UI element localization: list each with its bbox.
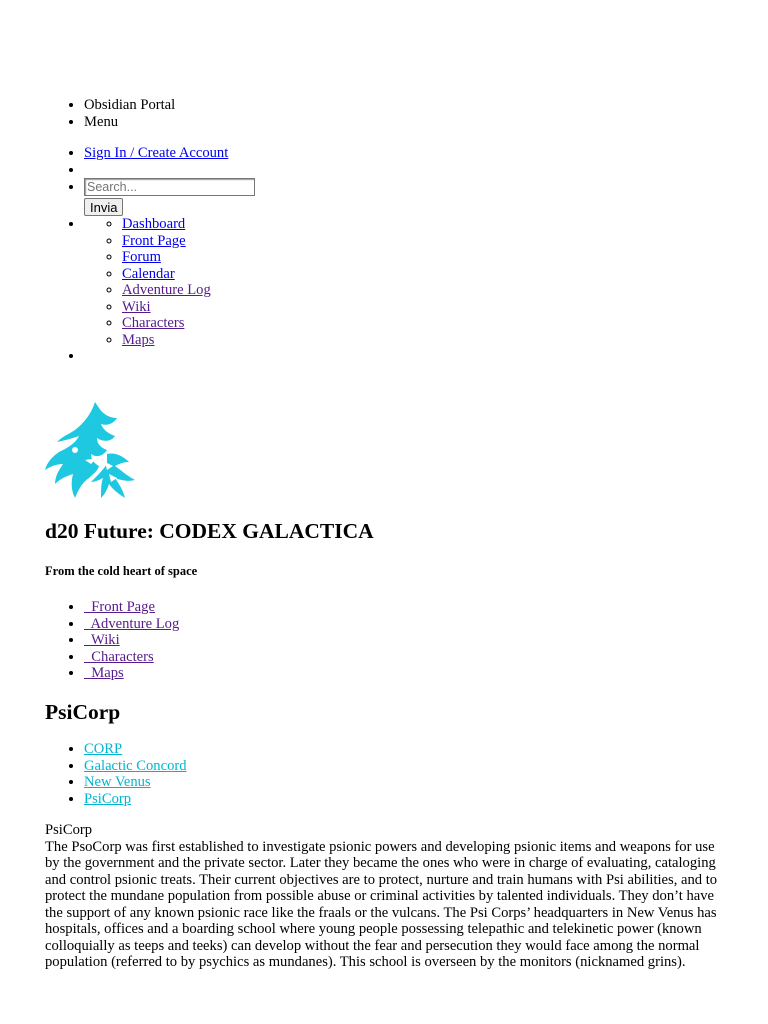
brand-name[interactable]: Obsidian Portal (84, 97, 176, 113)
maps-link[interactable]: Maps (122, 331, 155, 348)
tag-item (84, 758, 187, 775)
site-link-item (122, 249, 745, 266)
sign-in-link[interactable]: Sign In / Create Account (84, 145, 229, 161)
site-links (84, 216, 745, 348)
campaign-wiki-link[interactable]: Wiki (84, 632, 120, 648)
empty-nav-item (84, 348, 745, 365)
campaign-nav-item (84, 649, 179, 666)
tag-link-galactic-concord[interactable]: Galactic Concord (84, 757, 187, 774)
site-link-item (122, 233, 745, 250)
tag-list (45, 741, 187, 807)
page-title: PsiCorp (45, 700, 121, 724)
menu-toggle[interactable]: Menu (84, 113, 119, 130)
campaign-nav (45, 599, 179, 682)
calendar-link[interactable]: Calendar (122, 265, 175, 282)
tag-link-corp[interactable]: CORP (84, 741, 123, 757)
tag-item (84, 774, 187, 791)
brand-item (84, 97, 745, 114)
search-item (84, 178, 745, 216)
site-link-item (122, 216, 745, 233)
wiki-link[interactable]: Wiki (122, 298, 151, 315)
tag-item (84, 791, 187, 808)
wiki-content (45, 822, 725, 971)
user-nav (0, 145, 745, 365)
dragon-logo-icon[interactable] (45, 400, 137, 500)
campaign-title: d20 Future: CODEX GALACTICA (45, 519, 374, 543)
site-link-item (122, 332, 745, 349)
site-link-item (122, 282, 745, 299)
characters-link[interactable]: Characters (122, 315, 185, 331)
tag-link-new-venus[interactable]: New Venus (84, 774, 151, 790)
site-links-item (84, 216, 745, 348)
campaign-characters-link[interactable]: Characters (84, 648, 154, 665)
site-link-item (122, 315, 745, 332)
front-page-link[interactable]: Front Page (122, 232, 186, 249)
brand-list (0, 97, 745, 130)
search-button[interactable]: • Invia (84, 198, 123, 216)
forum-link[interactable]: Forum (122, 249, 161, 265)
campaign-nav-item (84, 616, 179, 633)
campaign-front-page-link[interactable]: Front Page (84, 599, 155, 615)
campaign-nav-item (84, 632, 179, 649)
site-link-item (122, 266, 745, 283)
tag-link-psicorp[interactable]: PsiCorp (84, 790, 132, 807)
sign-in-item (84, 145, 745, 162)
top-nav (45, 97, 745, 365)
campaign-adventure-log-link[interactable]: Adventure Log (84, 615, 180, 632)
campaign-subtitle: From the cold heart of space (45, 564, 198, 578)
empty-nav-item (84, 162, 745, 179)
content-heading: PsiCorp (45, 822, 93, 838)
content-body: The PsoCorp was first established to investigate psionic powers and developing psionic items and weapons for use by the government and the private sector. Later they became the ones who were in charge of evaluating, cataloging and control psionic treats. Their current objectives are to protect, nurture and train humans with Psi abilities, and to protect the mundane population from possible abuse or criminal activities by talented individuals. They don’t have the support of any known psionic race like the fraals or the vulcans. The Psi Corps’ headquarters in New Venus has hospitals, offices and a boarding school where young people possessing telepathic and telekinetic power (known colloquially as teeps and teeks) can develop without the fear and persecution they would face among the normal population (referred to by psychics as mundanes). This school is overseen by the monitors (nicknamed grins). (45, 838, 718, 970)
tag-item (84, 741, 187, 758)
dashboard-link[interactable]: Dashboard (122, 216, 186, 232)
site-link-item (122, 299, 745, 316)
adventure-log-link[interactable]: Adventure Log (122, 282, 211, 298)
campaign-nav-item (84, 599, 179, 616)
menu-item (84, 114, 745, 131)
campaign-nav-item (84, 665, 179, 682)
search-input[interactable] (84, 178, 255, 196)
campaign-maps-link[interactable]: Maps (84, 665, 124, 681)
